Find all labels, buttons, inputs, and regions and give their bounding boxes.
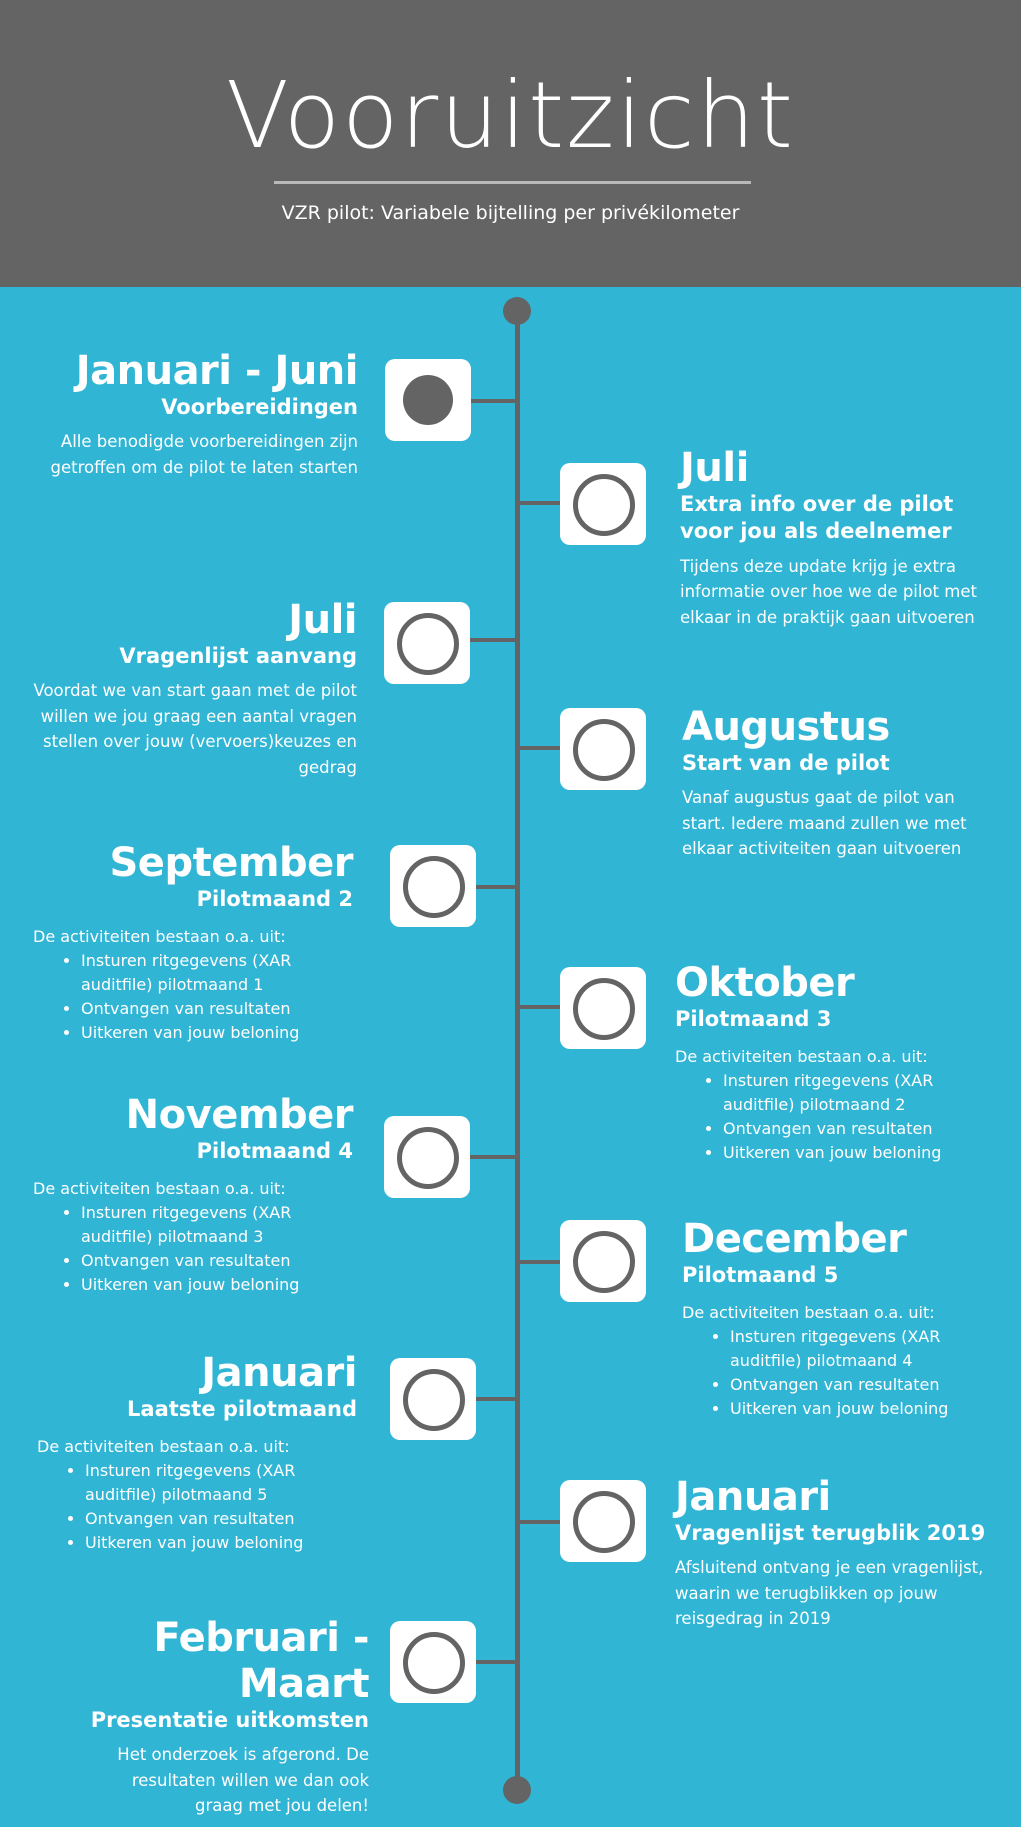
milestone-marker xyxy=(560,1220,646,1302)
entry-month: September xyxy=(109,840,353,886)
entry-subtitle: Pilotmaand 2 xyxy=(196,887,353,911)
timeline-end-dot xyxy=(503,1776,531,1804)
milestone-marker xyxy=(560,463,646,545)
milestone-marker xyxy=(390,1621,476,1703)
entry-description: Voordat we van start gaan met de pilot willen we jou graag een aantal vragen stellen over jouw (vervoers)keuzes en gedrag xyxy=(33,681,357,777)
milestone-marker xyxy=(560,708,646,790)
timeline-entry xyxy=(33,1092,353,1297)
timeline-entry xyxy=(682,1216,1012,1421)
connector xyxy=(476,1397,518,1401)
entry-description: Alle benodigde voorbereidingen zijn getroffen om de pilot te laten starten xyxy=(50,432,358,477)
entry-bullet-list xyxy=(675,1069,1005,1165)
milestone-marker xyxy=(560,1480,646,1562)
connector xyxy=(476,885,518,889)
entry-intro: De activiteiten bestaan o.a. uit: xyxy=(675,1047,928,1067)
circle-icon xyxy=(403,1632,465,1694)
circle-icon xyxy=(403,856,465,918)
list-item: • Uitkeren van jouw beloning xyxy=(85,1531,357,1555)
entry-month: November xyxy=(125,1092,353,1138)
filled-circle-icon xyxy=(403,375,453,425)
timeline-entry xyxy=(28,348,358,480)
connector xyxy=(518,1260,560,1264)
timeline-entry xyxy=(19,1615,369,1819)
circle-icon xyxy=(397,613,459,675)
milestone-marker xyxy=(384,602,470,684)
timeline-entry xyxy=(675,1474,1015,1632)
circle-icon xyxy=(573,978,635,1040)
list-item: • Insturen ritgegevens (XAR auditfile) pilotmaand 2 xyxy=(723,1069,1005,1117)
entry-bullet-list xyxy=(37,1459,357,1555)
page-subtitle: VZR pilot: Variabele bijtelling per privékilometer xyxy=(281,202,740,224)
entry-subtitle: Vragenlijst terugblik 2019 xyxy=(675,1521,986,1545)
connector xyxy=(470,638,518,642)
entry-intro: De activiteiten bestaan o.a. uit: xyxy=(682,1303,935,1323)
milestone-marker xyxy=(390,845,476,927)
entry-subtitle: Presentatie uitkomsten xyxy=(90,1708,369,1732)
entry-subtitle: Pilotmaand 3 xyxy=(675,1007,832,1031)
entry-description: Afsluitend ontvang je een vragenlijst, waarin we terugblikken op jouw reisgedrag in 2019 xyxy=(675,1558,984,1629)
connector xyxy=(518,1520,560,1524)
entry-bullet-list xyxy=(33,1201,353,1297)
entry-intro: De activiteiten bestaan o.a. uit: xyxy=(37,1437,290,1457)
entry-month: Januari - Juni xyxy=(75,348,358,394)
circle-icon xyxy=(573,1231,635,1293)
milestone-marker-completed xyxy=(385,359,471,441)
connector xyxy=(518,501,560,505)
list-item: • Uitkeren van jouw beloning xyxy=(81,1021,353,1045)
milestone-marker xyxy=(390,1358,476,1440)
entry-description: Het onderzoek is afgerond. De resultaten willen we dan ook graag met jou delen! xyxy=(117,1745,369,1816)
header xyxy=(0,0,1021,287)
list-item: • Insturen ritgegevens (XAR auditfile) pilotmaand 3 xyxy=(81,1201,353,1249)
list-item: • Insturen ritgegevens (XAR auditfile) pilotmaand 4 xyxy=(730,1325,1012,1373)
list-item: • Ontvangen van resultaten xyxy=(81,1249,353,1273)
entry-month: Oktober xyxy=(675,960,855,1006)
entry-bullet-list xyxy=(682,1325,1012,1421)
connector xyxy=(518,1005,560,1009)
entry-description: Vanaf augustus gaat de pilot van start. Iedere maand zullen we met elkaar activiteiten gaan uitvoeren xyxy=(682,788,967,859)
timeline-entry xyxy=(27,597,357,781)
entry-month: Juli xyxy=(680,445,749,491)
entry-month: Februari - Maart xyxy=(153,1615,369,1707)
entry-month: December xyxy=(682,1216,907,1262)
entry-subtitle: Voorbereidingen xyxy=(161,395,358,419)
list-item: • Ontvangen van resultaten xyxy=(730,1373,1012,1397)
entry-subtitle: Pilotmaand 5 xyxy=(682,1263,839,1287)
entry-bullet-list xyxy=(33,949,353,1045)
timeline-entry xyxy=(682,704,1002,862)
entry-subtitle: Pilotmaand 4 xyxy=(196,1139,353,1163)
list-item: • Ontvangen van resultaten xyxy=(81,997,353,1021)
entry-subtitle: Start van de pilot xyxy=(682,751,890,775)
connector xyxy=(470,399,518,403)
milestone-marker xyxy=(384,1116,470,1198)
circle-icon xyxy=(573,719,635,781)
timeline-line xyxy=(515,306,520,1792)
entry-subtitle: Laatste pilotmaand xyxy=(127,1397,357,1421)
connector xyxy=(476,1660,518,1664)
timeline-entry xyxy=(37,1350,357,1555)
connector xyxy=(518,746,560,750)
connector xyxy=(470,1155,518,1159)
list-item: • Uitkeren van jouw beloning xyxy=(81,1273,353,1297)
timeline-entry xyxy=(33,840,353,1045)
entry-month: Juli xyxy=(288,597,357,643)
entry-month: Januari xyxy=(201,1350,357,1396)
entry-month: Januari xyxy=(675,1474,831,1520)
list-item: • Uitkeren van jouw beloning xyxy=(730,1397,1012,1421)
circle-icon xyxy=(573,474,635,536)
circle-icon xyxy=(573,1491,635,1553)
timeline-entry xyxy=(680,445,1010,630)
timeline-entry xyxy=(675,960,1005,1165)
milestone-marker xyxy=(560,967,646,1049)
entry-intro: De activiteiten bestaan o.a. uit: xyxy=(33,927,286,947)
list-item: • Ontvangen van resultaten xyxy=(723,1117,1005,1141)
circle-icon xyxy=(397,1127,459,1189)
page-title: Vooruitzicht xyxy=(226,62,795,169)
entry-intro: De activiteiten bestaan o.a. uit: xyxy=(33,1179,286,1199)
title-divider xyxy=(274,181,751,184)
circle-icon xyxy=(403,1369,465,1431)
list-item: • Insturen ritgegevens (XAR auditfile) pilotmaand 5 xyxy=(85,1459,357,1507)
list-item: • Ontvangen van resultaten xyxy=(85,1507,357,1531)
entry-month: Augustus xyxy=(682,704,890,750)
timeline-start-dot xyxy=(503,297,531,325)
list-item: • Insturen ritgegevens (XAR auditfile) pilotmaand 1 xyxy=(81,949,353,997)
entry-description: Tijdens deze update krijg je extra informatie over hoe we de pilot met elkaar in de praktijk gaan uitvoeren xyxy=(680,556,977,627)
list-item: • Uitkeren van jouw beloning xyxy=(723,1141,1005,1165)
entry-subtitle: Vragenlijst aanvang xyxy=(119,644,357,668)
entry-subtitle: Extra info over de pilot voor jou als deelnemer xyxy=(680,492,954,544)
